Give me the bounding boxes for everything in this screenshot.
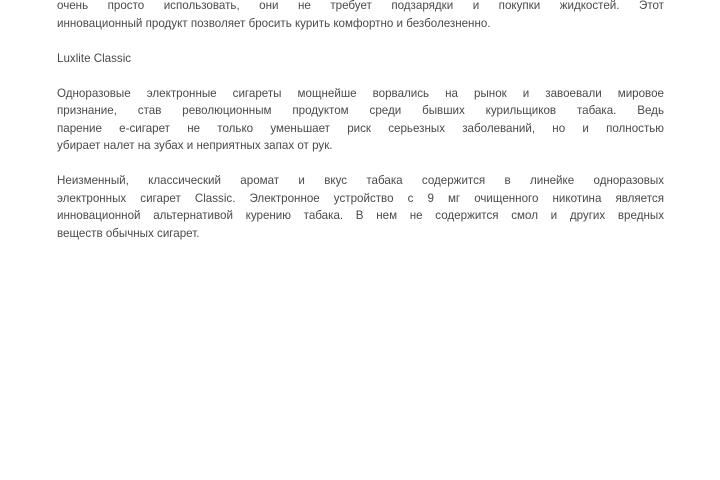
paragraph-description (57, 85, 664, 155)
section-heading: Luxlite Classic (57, 51, 132, 65)
paragraph-intro (57, 0, 664, 32)
article-body (57, 0, 664, 260)
text-line: инновационный продукт позволяет бросить курить комфортно и безболезненно. (57, 16, 491, 30)
text-line: инновационной альтернативой курению табака. В нем не содержится смол и других вредных (57, 209, 664, 222)
text-line: электронных сигарет Classic. Электронное устройство с 9 мг очищенного никотина является (57, 191, 664, 205)
text-line: очень просто использовать, они не требует подзарядки и покупки жидкостей. Этот (57, 0, 664, 12)
paragraph-classic (57, 172, 664, 242)
text-line: убирает налет на зубах и неприятных запах от рук. (57, 139, 333, 152)
text-line: веществ обычных сигарет. (57, 226, 200, 240)
text-line: признание, став революционным продуктом среди бывших курильщиков табака. Ведь (57, 104, 664, 117)
text-line: Одноразовые электронные сигареты мощнейше ворвались на рынок и завоевали мировое (57, 86, 664, 100)
text-line: Неизменный, классический аромат и вкус табака содержится в линейке одноразовых (57, 174, 664, 187)
text-line: парение е-сигарет не только уменьшает риск серьезных заболеваний, но и полностью (57, 121, 664, 135)
